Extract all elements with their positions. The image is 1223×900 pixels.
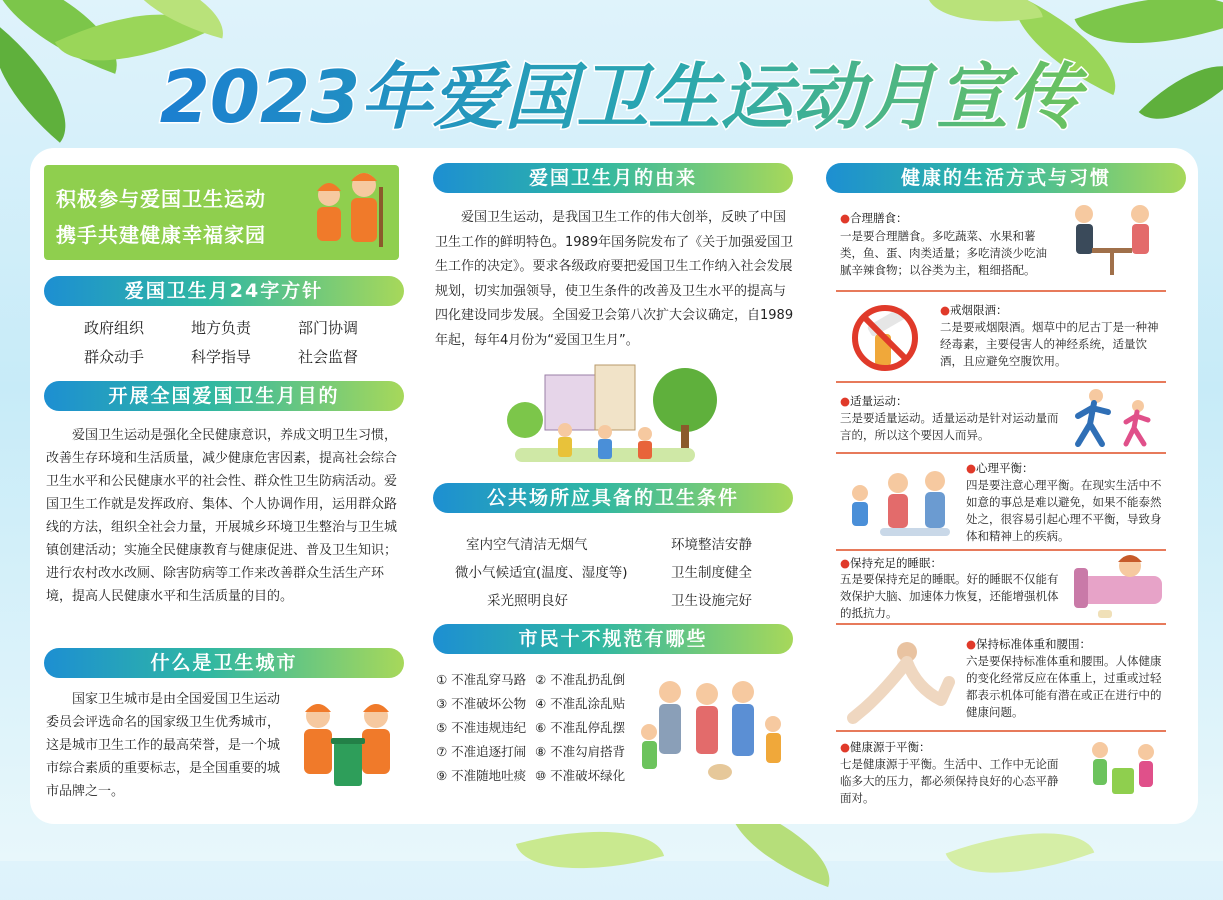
bullet-dot-icon: ● — [840, 740, 851, 754]
health-item-7-body: 七是健康源于平衡。生活中、工作中无论面临多大的压力，都必须保持良好的心态平静面对。 — [840, 757, 1059, 805]
sanitation-workers-illustration — [299, 167, 397, 257]
slogan-line-1: 积极参与爱国卫生运动 — [56, 187, 266, 211]
health-item-title: 心理平衡： — [976, 461, 1034, 475]
city-text: 国家卫生城市是由全国爱国卫生运动委员会评选命名的国家级卫生优秀城市，这是城市卫生工作的最高荣誉，是一个城市综合素质的重要标志，是全国重要的城市品牌之一。 — [46, 692, 281, 799]
family-illustration — [635, 672, 790, 790]
bullet-dot-icon: ● — [840, 394, 851, 408]
balance-kids-illustration — [1080, 738, 1165, 806]
public-left-3: 采光照明良好 — [487, 593, 568, 609]
health-divider — [836, 381, 1166, 383]
policy-item: 科学指导 — [191, 348, 252, 366]
slogan-line-2: 携手共建健康幸福家园 — [56, 223, 266, 247]
health-item-6-body: 六是要保持标准体重和腰围。人体健康的变化经常反应在体重上，过重或过轻都表示机体可能有潜在或正在进行中的健康问题。 — [966, 654, 1162, 719]
health-item-1-body: 一是要合理膳食。多吃蔬菜、水果和薯类，鱼、蛋、肉类适量；多吃清淡少吃油腻辛辣食物；以谷类为主，粗细搭配。 — [840, 229, 1047, 277]
public-right-1: 环境整洁安静 — [671, 537, 752, 553]
health-heading: 健康的生活方式与习惯 — [826, 163, 1186, 193]
policy-item: 社会监督 — [298, 348, 359, 366]
sanitation-workers-bin-illustration — [288, 694, 406, 794]
origin-heading: 爱国卫生月的由来 — [433, 163, 793, 193]
health-item-2-head — [940, 302, 1008, 318]
no-smoking-icon — [845, 298, 925, 378]
rule-2: ② 不准乱扔乱倒 — [535, 672, 626, 687]
ten-rules-heading: 市民十不规范有哪些 — [433, 624, 793, 654]
policy-item: 群众动手 — [84, 348, 145, 366]
rule-9: ⑨ 不准随地吐痰 — [436, 768, 527, 783]
poster-title — [80, 50, 1160, 145]
health-item-6-head — [966, 636, 1091, 652]
health-item-2-body: 二是要戒烟限酒。烟草中的尼古丁是一种神经毒素，主要侵害人的神经系统，适量饮酒，且应避免空腹饮用。 — [940, 320, 1159, 368]
health-item-3-body: 三是要适量运动。适量运动是针对运动量而言的，所以这个要因人而异。 — [840, 411, 1059, 442]
policy-items — [84, 317, 405, 367]
svg-text:2023年爱国卫生运动月宣传: 2023年爱国卫生运动月宣传 — [159, 55, 1081, 139]
purpose-text: 爱国卫生运动是强化全民健康意识，养成文明卫生习惯，改善生存环境和生活质量，减少健康危害因素，提高社会综合卫生水平和公民健康水平的社会性、群众性卫生防病活动。爱国卫生工作就是发挥政府、集体、个人协调作用，运用群众路线的方法，组织全社会力量，开展城乡环境卫生整治与卫生城镇创建活动；实施全民健康教育与健康促进、普及卫生知识；进行农村改水改厕、除害防病等工作来改善群众生活生产环境，提高人民健康水平和生活质量的目的。 — [46, 428, 398, 604]
yoga-illustration — [845, 630, 955, 725]
bullet-dot-icon: ● — [966, 637, 977, 651]
rule-8: ⑧ 不准勾肩搭背 — [535, 744, 626, 759]
health-divider — [836, 730, 1166, 732]
policy-item: 部门协调 — [298, 319, 359, 337]
health-item-title: 健康源于平衡： — [850, 740, 931, 754]
health-item-4-head — [966, 460, 1034, 476]
bullet-dot-icon: ● — [940, 303, 951, 317]
health-item-title: 保持标准体重和腰围： — [976, 637, 1092, 651]
public-right-2: 卫生制度健全 — [671, 565, 752, 581]
health-item-5-head — [840, 555, 942, 571]
health-item-title: 保持充足的睡眠： — [850, 556, 943, 570]
health-item-title: 合理膳食： — [850, 211, 908, 225]
bullet-dot-icon: ● — [966, 461, 977, 475]
public-left-1: 室内空气清洁无烟气 — [466, 537, 588, 553]
policy-item: 政府组织 — [84, 319, 145, 337]
health-item-title: 戒烟限酒： — [950, 303, 1008, 317]
rule-1: ① 不准乱穿马路 — [436, 672, 527, 687]
slogan-banner — [44, 165, 399, 260]
purpose-heading: 开展全国爱国卫生月目的 — [44, 381, 404, 411]
rule-4: ④ 不准乱涂乱贴 — [535, 696, 626, 711]
rule-5: ⑤ 不准违规违纪 — [436, 720, 527, 735]
health-divider — [836, 452, 1166, 454]
cleanup-community-illustration — [505, 360, 720, 480]
bullet-dot-icon: ● — [840, 211, 851, 225]
policy-heading: 爱国卫生月24字方针 — [44, 276, 404, 306]
health-item-5-body: 五是要保持充足的睡眠。好的睡眠不仅能有效保护大脑、加速体力恢复，还能增强机体的抵抗力。 — [840, 572, 1059, 620]
public-right-3: 卫生设施完好 — [671, 593, 752, 609]
policy-item: 地方负责 — [191, 319, 252, 337]
health-divider — [836, 623, 1166, 625]
public-heading: 公共场所应具备的卫生条件 — [433, 483, 793, 513]
health-item-title: 适量运动： — [850, 394, 908, 408]
public-left-2: 微小气候适宜(温度、湿度等) — [455, 565, 628, 581]
health-item-1-head — [840, 210, 908, 226]
health-item-3-head — [840, 393, 908, 409]
health-item-7-head — [840, 739, 931, 755]
rule-10: ⑩ 不准破坏绿化 — [535, 768, 626, 783]
rule-6: ⑥ 不准乱停乱摆 — [535, 720, 626, 735]
health-item-4-body: 四是要注意心理平衡。在现实生活中不如意的事总是难以避免，如果不能泰然处之，很容易引起心理不平衡，导致身体和精神上的疾病。 — [966, 478, 1162, 543]
rule-3: ③ 不准破坏公物 — [436, 696, 527, 711]
happy-family-illustration — [840, 465, 965, 543]
health-divider — [836, 290, 1166, 292]
bullet-dot-icon: ● — [840, 556, 851, 570]
rule-7: ⑦ 不准追逐打闹 — [436, 744, 527, 759]
dining-couple-illustration — [1062, 200, 1162, 280]
origin-text: 爱国卫生运动，是我国卫生工作的伟大创举，反映了中国卫生工作的鲜明特色。1989年国务院发布了《关于加强爱国卫生工作的决定》。要求各级政府要把爱国卫生工作纳入社会发展规划，切实加强领导，使卫生条件的改善及卫生水平的提高与四化建设同步发展。全国爱卫会第八次扩大会议确定，自1989年起，每年4月份为“爱国卫生月”。 — [435, 210, 794, 348]
running-people-illustration — [1068, 388, 1163, 450]
city-heading: 什么是卫生城市 — [44, 648, 404, 678]
sleeping-girl-illustration — [1068, 548, 1168, 620]
